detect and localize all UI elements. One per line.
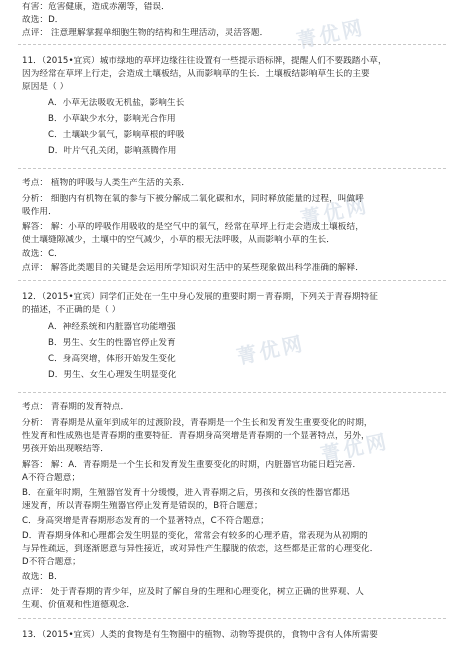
watermark: 菁优网 [318, 429, 392, 467]
solution-line: D．青春期身体和心理都会发生明显的变化，常常会有较多的心理矛盾，常表现为从初期的 [22, 531, 368, 541]
comment-line: 点评： 解答此类题目的关键是会运用所学知识对生活中的某些现象做出科学准确的解释． [22, 263, 364, 273]
analysis-line: 吸作用． [22, 207, 57, 217]
watermark: 菁优网 [294, 15, 368, 53]
comment-line: 点评： 注意理解掌握单细胞生物的结构和生理活动，灵活答题． [22, 28, 269, 38]
question-12-option-b: B．男生、女生的性器官停止发育 [48, 338, 176, 348]
analysis-line: 分析： 细胞内有机物在氧的参与下被分解成二氧化碳和水，同时释放能量的过程，叫做呼 [22, 194, 364, 204]
question-11-option-a: A．小草无法吸收无机盐，影响生长 [48, 98, 185, 108]
answer-line: 故选：D． [22, 15, 64, 25]
solution-line: D不符合题意； [22, 557, 81, 567]
question-11-option-c: C．土壤缺少氧气，影响草根的呼吸 [48, 130, 185, 140]
answer-line: 故选：C． [22, 249, 63, 259]
divider [18, 168, 446, 169]
question-11-stem: 因为经常在草坪上行走，会造成土壤板结，从而影响草的生长．土壤板结影响草生长的主要 [22, 69, 370, 79]
question-11-option-d: D．叶片气孔关闭，影响蒸腾作用 [48, 146, 177, 156]
divider [18, 392, 446, 393]
solution-line: B．在童年时期，生殖器官发育十分缓慢，进入青春期之后，男孩和女孩的性器官都迅 [22, 488, 350, 498]
divider [18, 280, 446, 281]
question-11-stem: 11．（2015•宜宾）城市绿地的草坪边缘往往设置有一些提示语标牌，提醒人们不要践踏小草， [22, 56, 387, 66]
solution-line: 与异性疏远，到逐渐愿意与异性接近，或对异性产生朦胧的依恋，这些都是正常的心理变化． [22, 544, 379, 554]
divider [18, 618, 446, 619]
comment-line: 点评： 处于青春期的青少年，应及时了解自身的生理和心理变化，树立正确的世界观、人 [22, 587, 364, 597]
question-12-stem: 12．（2015•宜宾）同学们正处在一生中身心发展的重要时期－青春期，下列关于青春期特征 [22, 292, 378, 302]
solution-line: 速发育，所以青春期生殖器官停止发育是错误的，B符合题意； [22, 501, 263, 511]
question-12-option-d: D．男生、女生心理发生明显变化 [48, 370, 177, 380]
question-11-stem: 原因是（ ） [22, 82, 69, 92]
divider [18, 44, 446, 45]
question-12-stem: 的描述，不正确的是（ ） [22, 305, 121, 315]
analysis-line: 分析： 青春期是从童年到成年的过渡阶段，青春期是一个生长和发育发生重要变化的时期， [22, 418, 373, 428]
watermark: 菁优网 [298, 193, 372, 231]
solution-line: 解答： 解：A．青春期是一个生长和发育发生重要变化的时期，内脏器官功能日趋完善． [22, 460, 362, 470]
comment-line: 生观、价值观和性道德观念． [22, 600, 136, 610]
solution-line: C．身高突增是青春期形态发育的一个显著特点，C不符合题意； [22, 516, 269, 526]
watermark: 菁优网 [234, 331, 308, 369]
solution-line: A不符合题意； [22, 473, 81, 483]
kaodian-line: 考点： 植物的呼吸与人类生产生活的关系． [22, 178, 191, 188]
analysis-line: 男孩开始出现喉结等． [22, 444, 109, 454]
analysis-line: 性发育和性成熟也是青春期的重要特征．青春期身高突增是青春期的一个显著特点，另外， [22, 431, 370, 441]
solution-line: 解答： 解：小草的呼吸作用吸收的是空气中的氧气，经常在草坪上行走会造成土壤板结， [22, 222, 364, 232]
question-12-option-a: A．神经系统和内脏器官功能增强 [48, 322, 176, 332]
question-12-option-c: C．身高突增，体形开始发生变化 [48, 354, 176, 364]
text-line: 有害：危害健康，造成赤潮等，错误． [22, 2, 170, 12]
solution-line: 使土壤缝隙减少，土壤中的空气减少，小草的根无法呼吸，从而影响小草的生长． [22, 235, 335, 245]
question-13-stem: 13．（2015•宜宾）人类的食物是有生物圈中的植物、动物等提供的，食物中含有人体所需要 [22, 630, 378, 640]
kaodian-line: 考点： 青春期的发育特点． [22, 402, 130, 412]
answer-line: 故选：B． [22, 572, 63, 582]
question-11-option-b: B．小草缺少水分，影响光合作用 [48, 114, 176, 124]
